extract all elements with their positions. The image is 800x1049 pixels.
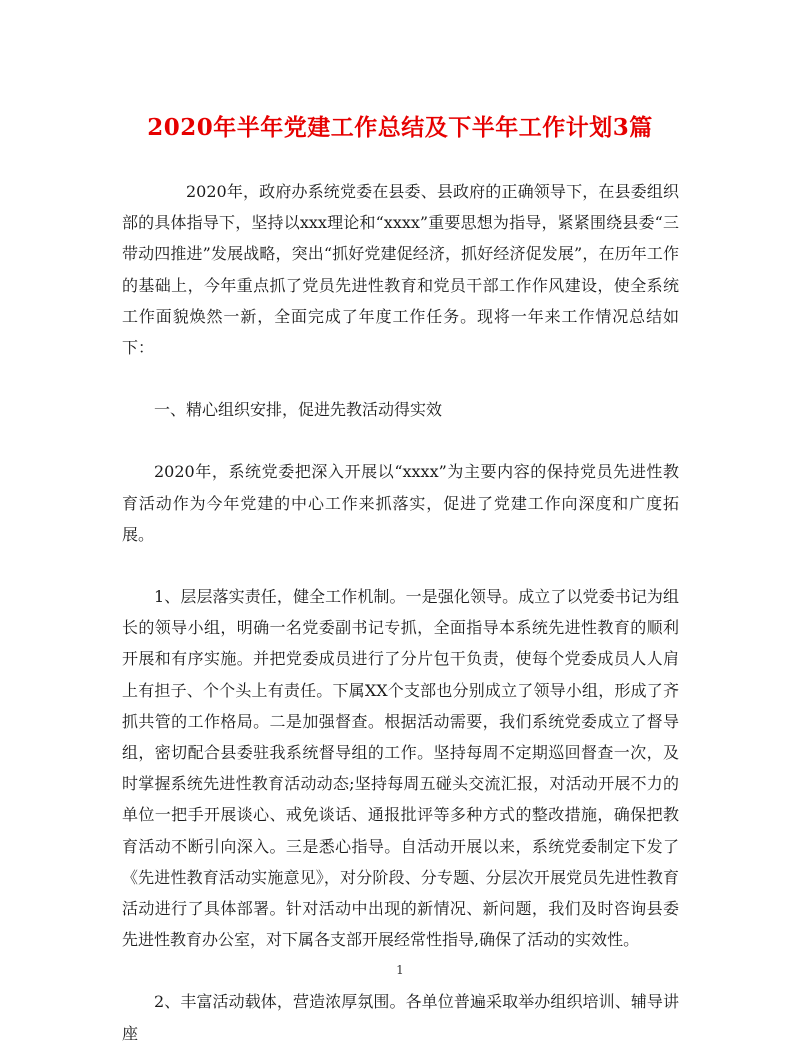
paragraph-overview: 2020年，系统党委把深入开展以“xxxx”为主要内容的保持党员先进性教育活动作为今年党建的中心工作来抓落实，促进了党建工作向深度和广度拓展。 xyxy=(122,462,679,544)
document-title: 2020年半年党建工作总结及下半年工作计划3篇 xyxy=(147,114,653,141)
paragraph-intro: 2020年，政府办系统党委在县委、县政府的正确领导下，在县委组织部的具体指导下，坚持以xxx理论和“xxxx”重要思想为指导，紧紧围绕县委“三带动四推进”发展战略，突出“抓好党建促经济，抓好经济促发展”，在历年工作的基础上，今年重点抓了党员先进性教育和党员干部工作作风建设，使全系统工作面貌焕然一新，全面完成了年度工作任务。现将一年来工作情况总结如下： xyxy=(122,182,679,358)
section-heading-1: 一、精心组织安排，促进先教活动得实效 xyxy=(154,400,443,420)
document-body xyxy=(122,176,679,1049)
paragraph-item-2: 2、丰富活动载体，营造浓厚氛围。各单位普遍采取举办组织培训、辅导讲座 xyxy=(122,992,679,1043)
page-number: 1 xyxy=(396,963,404,977)
paragraph-item-1: 1、层层落实责任，健全工作机制。一是强化领导。成立了以党委书记为组长的领导小组，明确一名党委副书记专抓，全面指导本系统先进性教育的顺利开展和有序实施。并把党委成员进行了分片包干负责，使每个党委成员人人肩上有担子、个个头上有责任。下属XX个支部也分别成立了领导小组，形成了齐抓共管的工作格局。二是加强督查。根据活动需要，我们系统党委成立了督导组，密切配合县委驻我系统督导组的工作。坚持每周不定期巡回督查一次，及时掌握系统先进性教育活动动态;坚持每周五碰头交流汇报，对活动开展不力的单位一把手开展谈心、戒免谈话、通报批评等多种方式的整改措施，确保把教育活动不断引向深入。三是悉心指导。自活动开展以来，系统党委制定下发了《先进性教育活动实施意见》，对分阶段、分专题、分层次开展党员先进性教育活动进行了具体部署。针对活动中出现的新情况、新问题，我们及时咨询县委先进性教育办公室，对下属各支部开展经常性指导,确保了活动的实效性。 xyxy=(122,587,679,950)
